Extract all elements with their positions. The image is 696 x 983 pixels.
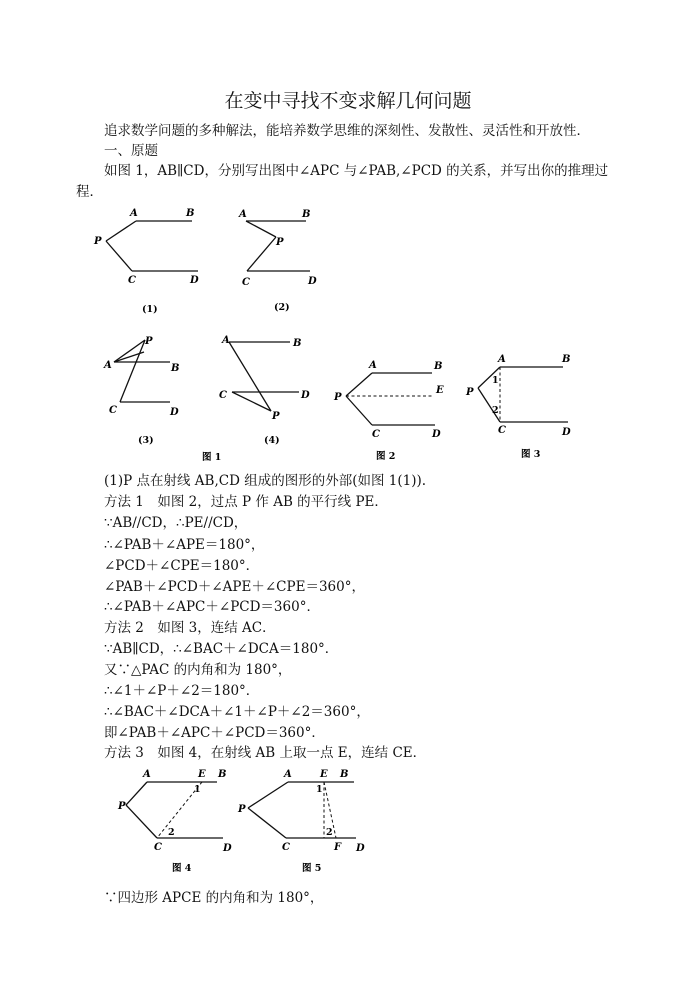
svg-text:P: P [238, 804, 246, 815]
svg-text:D: D [356, 843, 365, 854]
svg-text:2: 2 [326, 827, 333, 838]
svg-text:B: B [186, 208, 195, 219]
svg-text:图 4: 图 4 [172, 863, 192, 874]
svg-text:C: C [242, 277, 250, 288]
text-line: ∴∠1＋∠P＋∠2＝180°． [104, 683, 260, 699]
text-line: 方法 2 如图 3，连结 AC． [104, 620, 276, 636]
svg-text:P: P [466, 387, 474, 398]
figure-5 [232, 765, 365, 880]
svg-text:A: A [143, 769, 151, 780]
svg-text:B: B [434, 361, 443, 372]
text-line: ∴∠BAC＋∠DCA＋∠1＋∠P＋∠2＝360°， [104, 704, 370, 720]
svg-text:(4): (4) [264, 435, 280, 446]
svg-text:D: D [432, 429, 441, 440]
svg-text:B: B [302, 209, 311, 220]
svg-text:D: D [308, 276, 317, 287]
svg-text:(2): (2) [274, 302, 290, 313]
svg-text:P: P [272, 411, 280, 422]
svg-text:C: C [498, 425, 506, 436]
text-line: (1)P 点在射线 AB,CD 组成的图形的外部(如图 1(1)). [104, 473, 427, 489]
svg-text:D: D [170, 407, 179, 418]
svg-text:B: B [218, 769, 227, 780]
text-line: 方法 3 如图 4，在射线 AB 上取一点 E，连结 CE． [104, 745, 427, 761]
svg-text:1: 1 [316, 784, 323, 795]
svg-text:C: C [154, 842, 162, 853]
text-line: ∵AB∥CD，∴∠BAC＋∠DCA＝180°． [104, 641, 339, 657]
figure-3 [460, 350, 580, 465]
svg-text:C: C [109, 405, 117, 416]
svg-text:P: P [334, 392, 342, 403]
svg-text:1: 1 [492, 375, 499, 386]
svg-text:E: E [436, 385, 444, 396]
svg-text:C: C [282, 842, 290, 853]
svg-text:1: 1 [194, 784, 201, 795]
svg-text:D: D [301, 390, 310, 401]
svg-text:E: E [320, 769, 328, 780]
page-title: 在变中寻找不变求解几何问题 [224, 90, 472, 112]
svg-text:A: A [222, 335, 230, 346]
svg-text:P: P [145, 336, 153, 347]
figure-2 [330, 355, 450, 465]
section-heading: 一、原题 [104, 143, 158, 159]
text-line: ∴∠PAB＋∠APE＝180°， [104, 537, 265, 553]
intro-paragraph: 追求数学问题的多种解法，能培养数学思维的深刻性、发散性、灵活性和开放性． [104, 123, 590, 139]
figure-4 [112, 765, 237, 880]
text-line-last: ∵四边形 APCE 的内角和为 180°， [104, 890, 324, 906]
svg-text:C: C [372, 429, 380, 440]
svg-text:P: P [118, 801, 126, 812]
svg-text:A: A [498, 354, 506, 365]
svg-text:图 5: 图 5 [302, 863, 322, 874]
svg-text:A: A [239, 209, 247, 220]
figure-1-3 [100, 335, 200, 450]
text-line: ∵AB//CD，∴PE//CD， [104, 515, 248, 531]
svg-text:图 2: 图 2 [376, 451, 396, 462]
text-line: ∠PAB＋∠PCD＋∠APE＋∠CPE＝360°， [104, 579, 365, 595]
text-line: ∠PCD＋∠CPE＝180°． [104, 558, 260, 574]
svg-text:图 3: 图 3 [521, 449, 541, 460]
svg-text:D: D [562, 427, 571, 438]
svg-text:图 1: 图 1 [202, 452, 222, 463]
svg-text:(1): (1) [142, 304, 158, 315]
svg-text:2: 2 [168, 827, 175, 838]
figure-1-1 [90, 205, 210, 320]
svg-text:C: C [128, 275, 136, 286]
svg-text:D: D [223, 843, 232, 854]
svg-text:P: P [94, 236, 102, 247]
problem-line-2: 程． [76, 184, 103, 200]
svg-text:A: A [284, 769, 292, 780]
text-line: ∴∠PAB＋∠APC＋∠PCD＝360°． [104, 599, 320, 615]
svg-text:2: 2 [492, 405, 499, 416]
text-line: 又∵△PAC 的内角和为 180°， [104, 662, 292, 678]
figure-1-4 [215, 335, 315, 450]
svg-text:B: B [171, 363, 180, 374]
problem-line-1: 如图 1，AB∥CD，分别写出图中∠APC 与∠PAB,∠PCD 的关系，并写出你的推理过 [104, 163, 609, 179]
figure-1-caption [196, 448, 226, 464]
svg-text:F: F [334, 842, 342, 853]
svg-text:A: A [104, 360, 112, 371]
svg-text:D: D [190, 275, 199, 286]
text-line: 即∠PAB＋∠APC＋∠PCD＝360°． [104, 725, 325, 741]
svg-text:A: A [369, 360, 377, 371]
svg-text:B: B [340, 769, 349, 780]
figure-1-2 [230, 205, 330, 320]
svg-text:B: B [293, 338, 302, 349]
svg-text:A: A [130, 208, 138, 219]
svg-text:(3): (3) [138, 435, 154, 446]
svg-text:P: P [276, 237, 284, 248]
svg-text:C: C [219, 390, 227, 401]
svg-text:E: E [198, 769, 206, 780]
text-line: 方法 1 如图 2，过点 P 作 AB 的平行线 PE． [104, 494, 388, 510]
svg-text:B: B [562, 354, 571, 365]
